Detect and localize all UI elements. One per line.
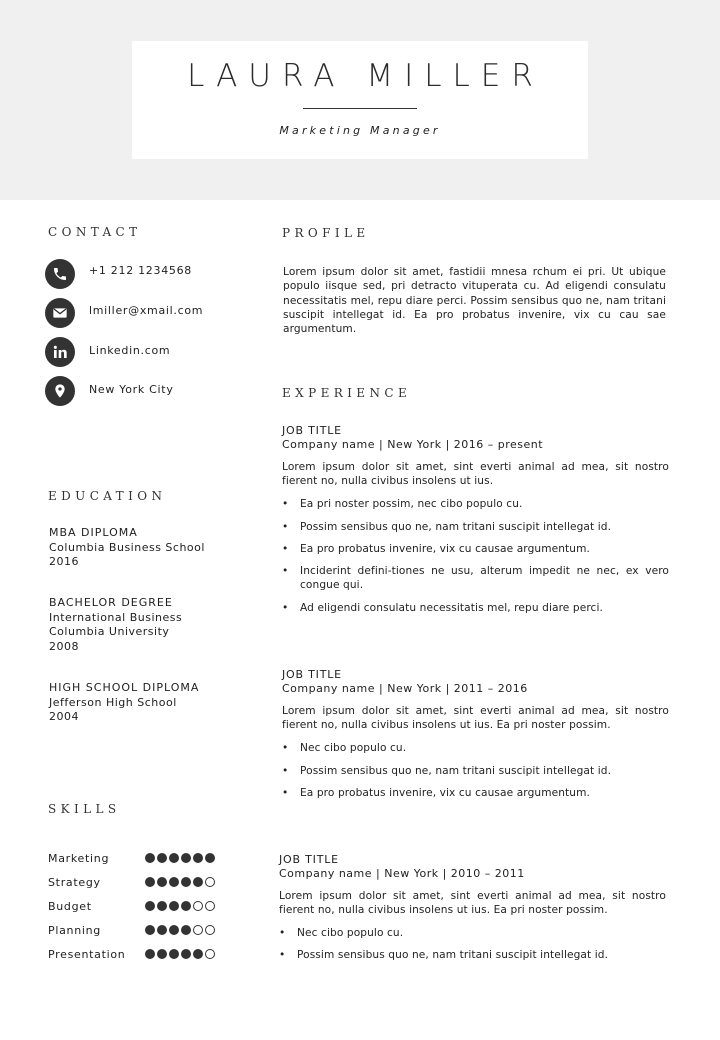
- skill-label: Marketing: [48, 852, 110, 865]
- job-bullet: • Ea pro probatus invenire, vix cu causae argumentum.: [300, 786, 669, 800]
- job-bullet: • Ea pri noster possim, nec cibo populo cu.: [300, 497, 669, 511]
- skill-dot-filled: [145, 925, 155, 935]
- skill-rating: [145, 949, 215, 959]
- skill-dot-filled: [145, 853, 155, 863]
- profile-heading: PROFILE: [282, 226, 370, 240]
- location-icon: [45, 376, 75, 406]
- skill-dot-filled: [145, 901, 155, 911]
- job-summary: Lorem ipsum dolor sit amet, sint everti animal ad mea, sit nostro fierent no, nulla civibus insolens ut ius. Ea pri noster possim.: [279, 890, 666, 917]
- skill-dot-filled: [181, 853, 191, 863]
- skill-dot-filled: [145, 877, 155, 887]
- contact-email[interactable]: lmiller@xmail.com: [89, 304, 204, 317]
- experience-heading: EXPERIENCE: [282, 386, 412, 400]
- skill-label: Budget: [48, 900, 92, 913]
- education-entry: [49, 596, 249, 654]
- phone-icon: [45, 259, 75, 289]
- contact-heading: CONTACT: [48, 225, 142, 239]
- job-title: JOB TITLE: [282, 668, 342, 681]
- skill-dot-empty: [193, 901, 203, 911]
- job-meta: Company name | New York | 2011 – 2016: [282, 682, 528, 695]
- job-bullet: • Ea pro probatus invenire, vix cu causae argumentum.: [300, 542, 669, 556]
- education-line: Jefferson High School: [49, 695, 177, 709]
- skill-dot-filled: [169, 877, 179, 887]
- skill-dot-filled: [193, 877, 203, 887]
- job-bullet: • Ad eligendi consulatu necessitatis mel, repu diare perci.: [300, 601, 669, 615]
- job-bullet: • Possim sensibus quo ne, nam tritani suscipit intellegat id.: [297, 948, 666, 962]
- skills-heading: SKILLS: [48, 802, 121, 816]
- education-heading: EDUCATION: [48, 489, 167, 503]
- skill-dot-filled: [181, 949, 191, 959]
- skill-label: Planning: [48, 924, 101, 937]
- job-title-subtitle: Marketing Manager: [279, 124, 441, 137]
- skill-dot-filled: [169, 853, 179, 863]
- skill-dot-filled: [193, 853, 203, 863]
- job-title: JOB TITLE: [282, 424, 342, 437]
- skill-dot-filled: [157, 925, 167, 935]
- education-line: Columbia University: [49, 625, 170, 638]
- skill-label: Strategy: [48, 876, 101, 889]
- education-line: 2016: [49, 555, 79, 568]
- skill-dot-filled: [157, 877, 167, 887]
- skill-rating: [145, 877, 215, 887]
- email-icon: [45, 298, 75, 328]
- skill-dot-filled: [181, 901, 191, 911]
- job-title: JOB TITLE: [279, 853, 339, 866]
- skill-rating: [145, 853, 215, 863]
- skill-dot-filled: [157, 853, 167, 863]
- job-meta: Company name | New York | 2016 – present: [282, 438, 544, 451]
- skill-dot-empty: [193, 925, 203, 935]
- candidate-name: LAURA MILLER: [187, 58, 544, 94]
- skill-dot-filled: [157, 949, 167, 959]
- job-summary: Lorem ipsum dolor sit amet, sint everti animal ad mea, sit nostro fierent no, nulla civibus insolens ut ius. Ea pri noster possim.: [282, 705, 669, 732]
- linkedin-icon: [45, 337, 75, 367]
- skill-dot-empty: [205, 877, 215, 887]
- contact-linkedin[interactable]: Linkedin.com: [89, 344, 171, 357]
- skill-dot-filled: [193, 949, 203, 959]
- skill-dot-filled: [169, 901, 179, 911]
- education-line: International Business: [49, 610, 183, 624]
- skill-dot-filled: [157, 901, 167, 911]
- skill-dot-filled: [205, 853, 215, 863]
- name-divider: [303, 108, 417, 109]
- job-bullet: • Nec cibo populo cu.: [300, 741, 669, 755]
- education-line: 2008: [49, 639, 79, 653]
- job-bullet: • Possim sensibus quo ne, nam tritani suscipit intellegat id.: [300, 520, 669, 534]
- job-summary: Lorem ipsum dolor sit amet, sint everti animal ad mea, sit nostro fierent no, nulla civibus insolens ut ius.: [282, 461, 669, 488]
- education-degree: MBA DIPLOMA: [49, 526, 138, 539]
- contact-location: New York City: [89, 383, 174, 396]
- skill-dot-filled: [169, 949, 179, 959]
- job-meta: Company name | New York | 2010 – 2011: [279, 867, 525, 880]
- skill-dot-filled: [145, 949, 155, 959]
- education-line: Columbia Business School: [49, 540, 205, 554]
- job-bullet: • Inciderint defini-tiones ne usu, alterum impedit ne nec, ex vero congue qui.: [300, 564, 669, 593]
- skill-dot-filled: [181, 877, 191, 887]
- skill-dot-empty: [205, 925, 215, 935]
- profile-text: Lorem ipsum dolor sit amet, fastidii mnesa rchum ei pri. Ut ubique populo iisque sed, pri detracto vituperata cu. Ad eligendi consulatu necessitatis mel, repu diare perci. Possim sensibus quo ne, nam tritani suscipit intellegat id. Ea pro probatus invenire, vix cu cau sae argumentum.: [283, 266, 666, 336]
- education-entry: [49, 526, 249, 570]
- contact-phone[interactable]: +1 212 1234568: [89, 264, 192, 277]
- skill-rating: [145, 901, 215, 911]
- skill-dot-filled: [169, 925, 179, 935]
- education-degree: HIGH SCHOOL DIPLOMA: [49, 681, 200, 694]
- skill-label: Presentation: [48, 948, 126, 961]
- skill-rating: [145, 925, 215, 935]
- job-bullet: • Possim sensibus quo ne, nam tritani suscipit intellegat id.: [300, 764, 669, 778]
- education-line: 2004: [49, 710, 79, 723]
- job-bullet: • Nec cibo populo cu.: [297, 926, 666, 940]
- education-degree: BACHELOR DEGREE: [49, 596, 173, 609]
- skill-dot-empty: [205, 901, 215, 911]
- skill-dot-empty: [205, 949, 215, 959]
- education-entry: [49, 681, 249, 725]
- skill-dot-filled: [181, 925, 191, 935]
